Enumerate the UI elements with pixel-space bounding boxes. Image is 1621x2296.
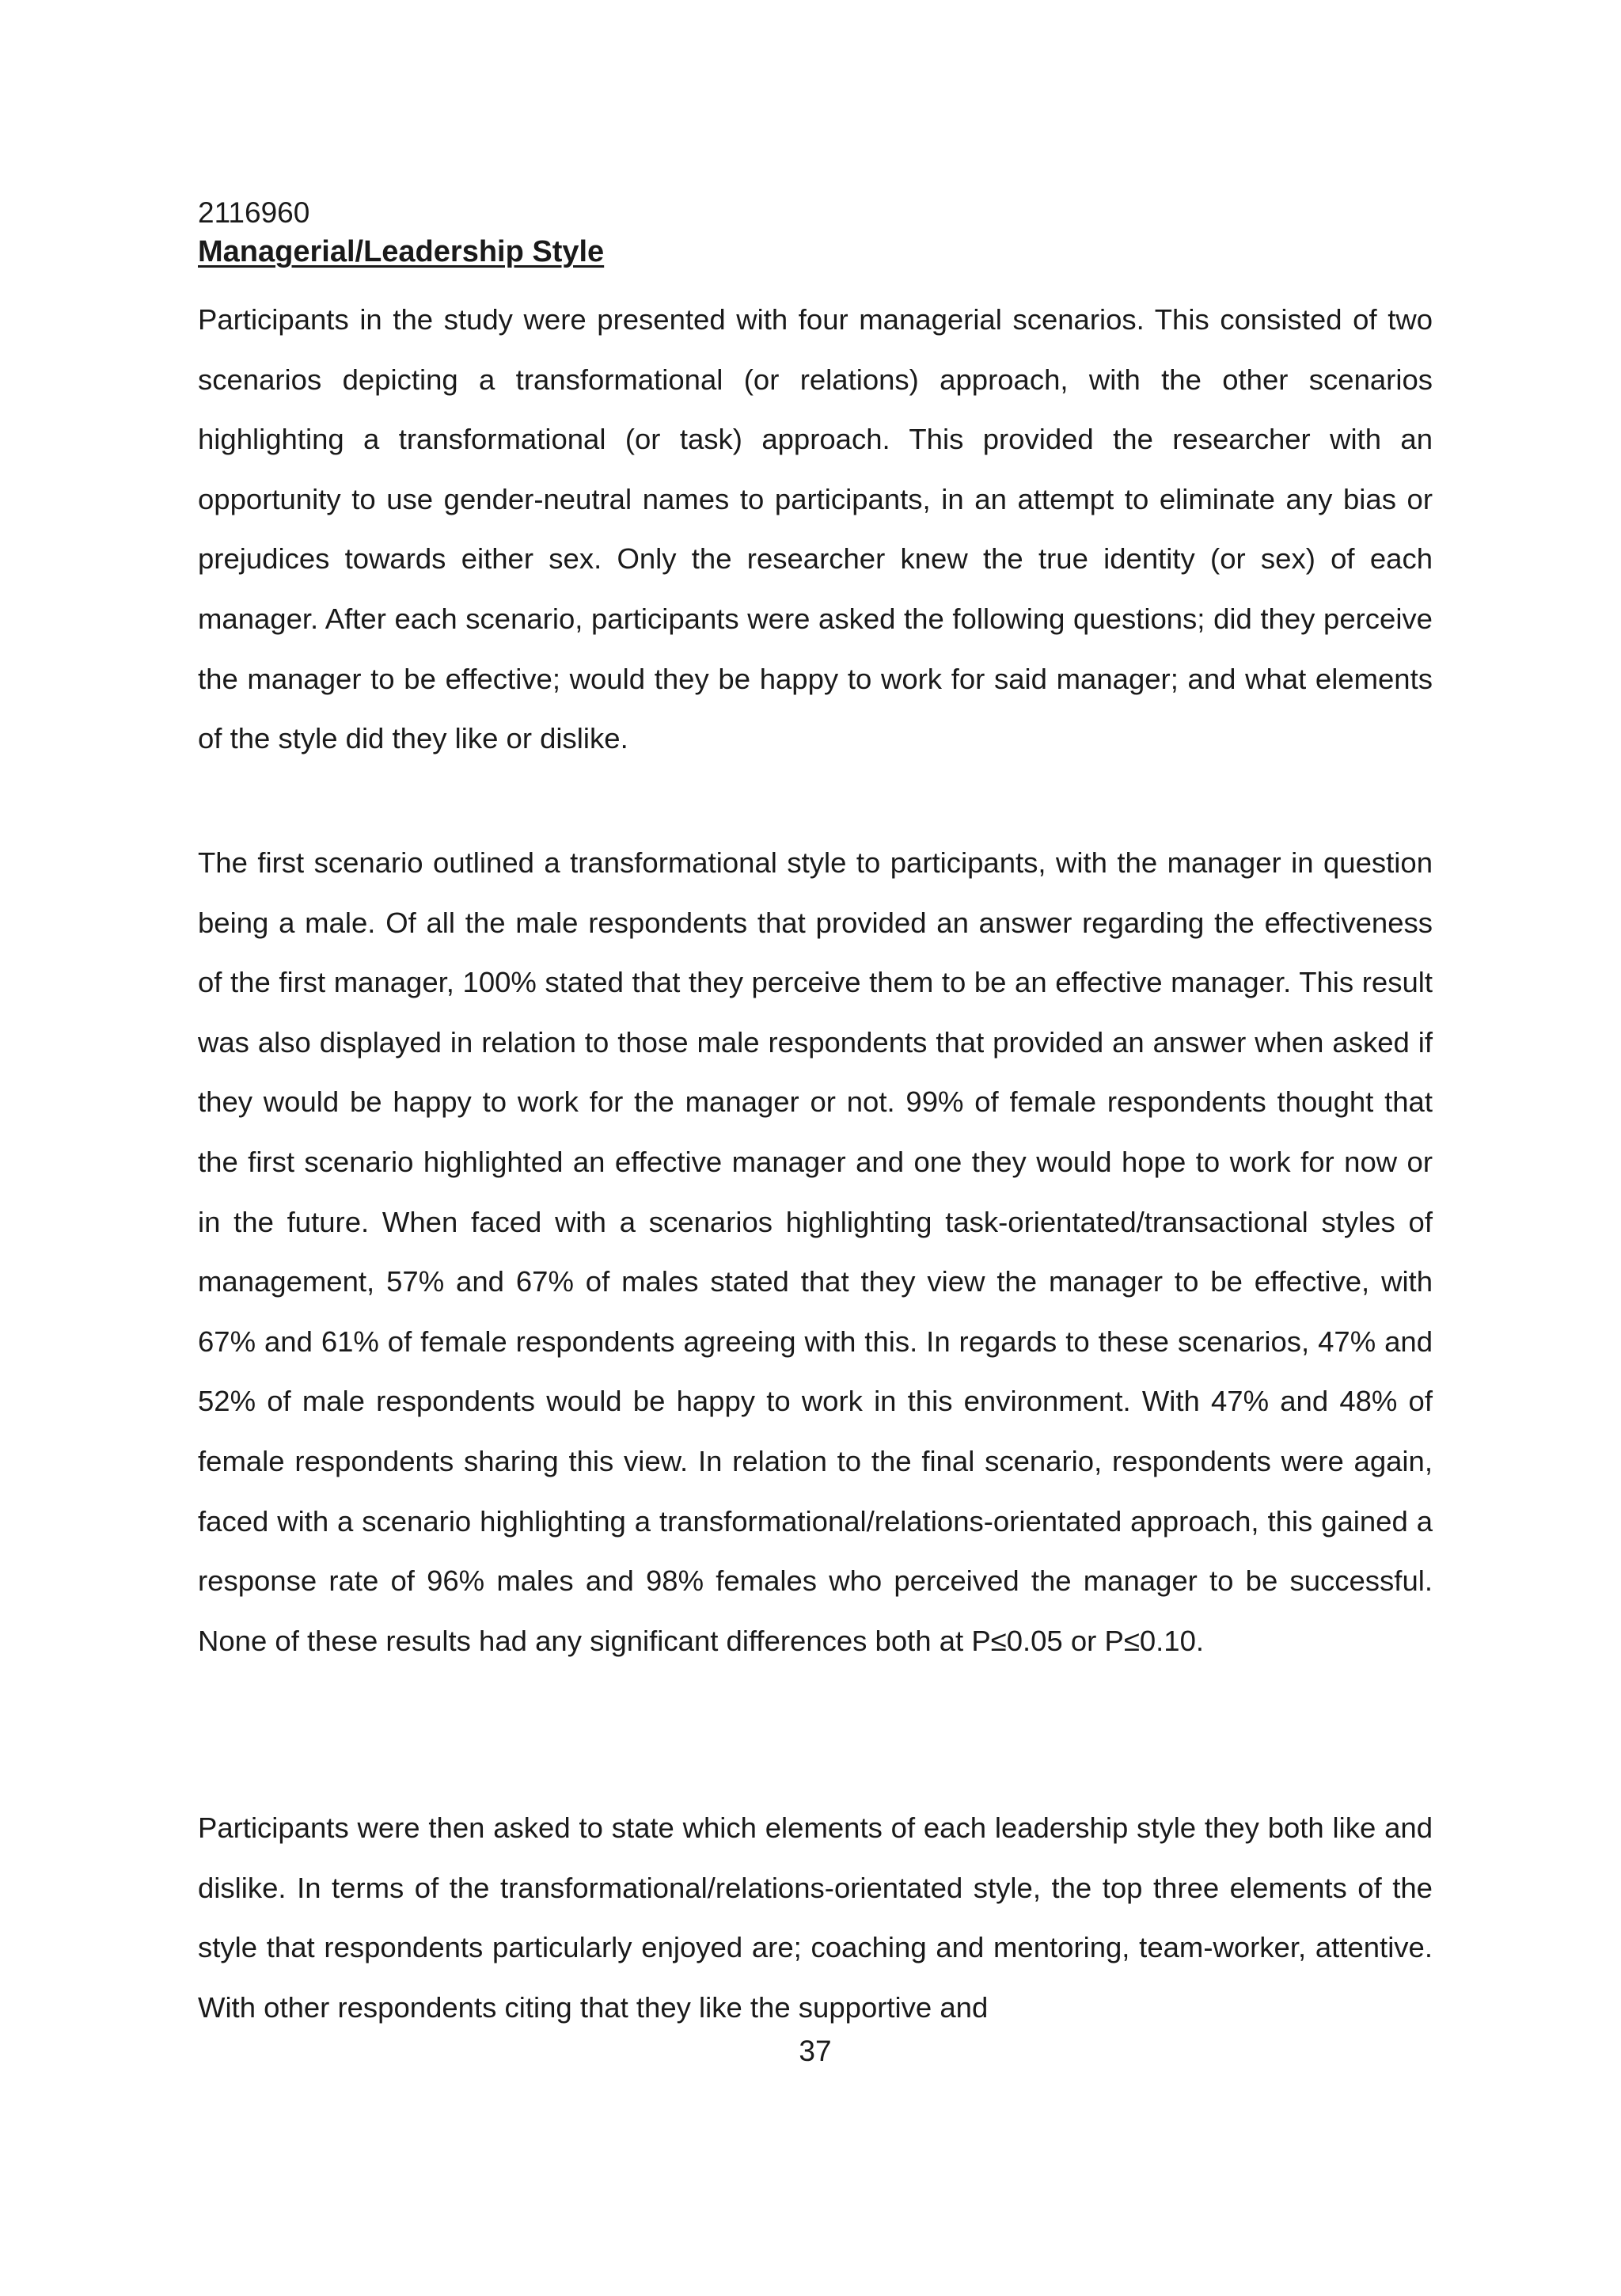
document-id: 2116960 [198, 196, 310, 229]
document-page [198, 0, 1433, 2296]
page-number: 37 [799, 2035, 832, 2067]
body-paragraph: Participants were then asked to state which elements of each leadership style they both like and dislike. In terms of the transformational/relations-orientated style, the top three elements of the style that respondents particularly enjoyed are; coaching and mentoring, team-worker, attentive. With other respondents citing that they like the supportive and [198, 1811, 1433, 2024]
body-paragraph: Participants in the study were presented with four managerial scenarios. This consisted of two scenarios depicting a transformational (or relations) approach, with the other scenarios highlighting a transformational (or task) approach. This provided the researcher with an opportunity to use gender-neutral names to participants, in an attempt to eliminate any bias or prejudices towards either sex. Only the researcher knew the true identity (or sex) of each manager. After each scenario, participants were asked the following questions; did they perceive the manager to be effective; would they be happy to work for said manager; and what elements of the style did they like or dislike. [198, 303, 1433, 755]
section-title: Managerial/Leadership Style [198, 235, 605, 268]
body-paragraph: The first scenario outlined a transformational style to participants, with the manager in question being a male. Of all the male respondents that provided an answer regarding the effectiveness of the first manager, 100% stated that they perceive them to be an effective manager. This result was also displayed in relation to those male respondents that provided an answer when asked if they would be happy to work for the manager or not. 99% of female respondents thought that the first scenario highlighted an effective manager and one they would hope to work for now or in the future. When faced with a scenarios highlighting task-orientated/transactional styles of management, 57% and 67% of males stated that they view the manager to be effective, with 67% and 61% of female respondents agreeing with this. In regards to these scenarios, 47% and 52% of male respondents would be happy to work in this environment. With 47% and 48% of female respondents sharing this view. In relation to the final scenario, respondents were again, faced with a scenario highlighting a transformational/relations-orientated approach, this gained a response rate of 96% males and 98% females who perceived the manager to be successful. None of these results had any significant differences both at P≤0.05 or P≤0.10. [198, 846, 1433, 1657]
